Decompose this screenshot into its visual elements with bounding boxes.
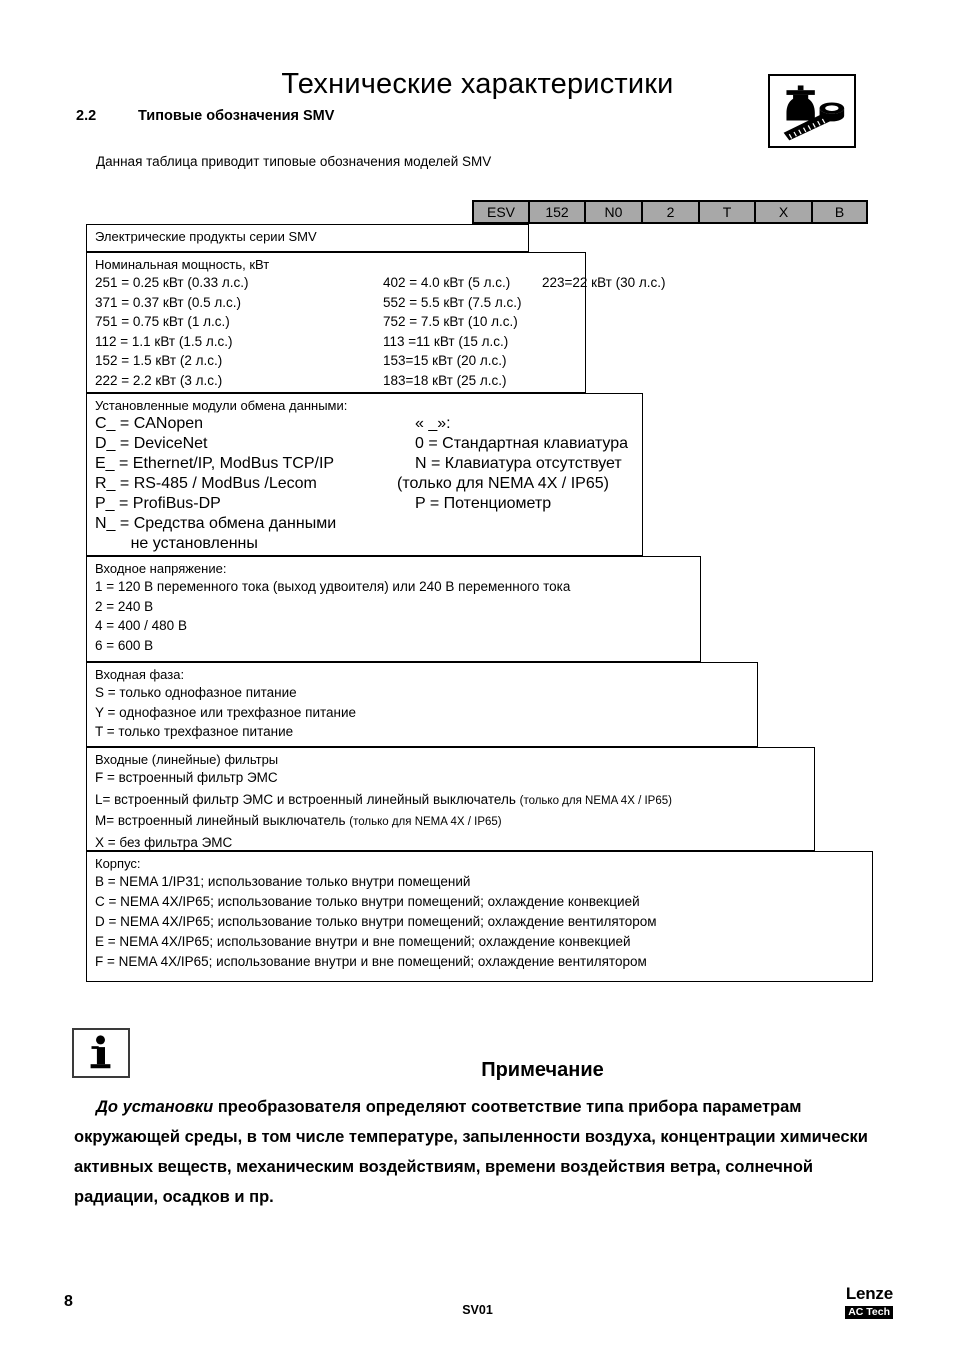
section-enclosure-title: Корпус: bbox=[95, 856, 141, 871]
page-title: Технические характеристики bbox=[281, 68, 674, 100]
code-cell-filter: X bbox=[754, 200, 811, 224]
power-line: 223=22 кВт (30 л.с.) bbox=[542, 275, 666, 290]
power-line: 371 = 0.37 кВт (0.5 л.с.) bbox=[95, 294, 241, 310]
comm-line: E_ = Ethernet/IP, ModBus TCP/IP bbox=[95, 455, 335, 472]
section-line-filters bbox=[86, 747, 815, 851]
power-line: 552 = 5.5 кВт (7.5 л.с.) bbox=[383, 294, 522, 310]
section-input-voltage bbox=[86, 556, 701, 662]
comm-line: N_ = Средства обмена данными bbox=[95, 515, 337, 532]
code-cell-power: 152 bbox=[528, 200, 584, 224]
filter-line bbox=[95, 790, 814, 812]
voltage-line: 2 = 240 В bbox=[95, 598, 154, 614]
power-line: 152 = 1.5 кВт (2 л.с.) bbox=[95, 353, 223, 368]
comm-keypad-line: N = Клавиатура отсутствует bbox=[415, 455, 622, 472]
note-body bbox=[74, 1092, 884, 1212]
filter-line-main: F = встроенный фильтр ЭМС bbox=[95, 770, 278, 785]
comm-column-keypad bbox=[397, 414, 629, 514]
section-input-phase bbox=[86, 662, 758, 747]
brand-subname: AC Tech bbox=[845, 1306, 893, 1319]
section-power-title: Номинальная мощность, кВт bbox=[95, 257, 270, 272]
section-comm-modules bbox=[86, 393, 643, 556]
comm-column-modules bbox=[95, 414, 336, 554]
voltage-line: 4 = 400 / 480 В bbox=[95, 618, 187, 633]
enclosure-line: C = NEMA 4X/IP65; использование только внутри помещений; охлаждение конвекцией bbox=[95, 894, 640, 909]
code-cell-esv: ESV bbox=[472, 200, 528, 224]
power-line: 112 = 1.1 кВт (1.5 л.с.) bbox=[95, 333, 233, 349]
comm-keypad-line: P = Потенциометр bbox=[415, 495, 552, 512]
filter-line bbox=[95, 811, 814, 833]
comm-line: P_ = ProfiBus-DP bbox=[95, 495, 221, 512]
power-line: 222 = 2.2 кВт (3 л.с.) bbox=[95, 372, 223, 388]
section-series bbox=[86, 224, 529, 252]
section-comm-title: Установленные модули обмена данными: bbox=[95, 398, 348, 413]
filter-line bbox=[95, 768, 814, 790]
power-column-c bbox=[542, 273, 665, 293]
enclosure-line: B = NEMA 1/IP31; использование только внутри помещений bbox=[95, 874, 471, 889]
page-number: 8 bbox=[64, 1293, 73, 1310]
document-code: SV01 bbox=[462, 1303, 493, 1317]
brand-name: Lenze bbox=[845, 1284, 893, 1303]
section-heading: Типовые обозначения SMV bbox=[138, 108, 335, 124]
filter-line-main: X = без фильтра ЭМС bbox=[95, 834, 233, 850]
comm-keypad-line: 0 = Стандартная клавиатура bbox=[415, 435, 629, 452]
power-line: 183=18 кВт (25 л.с.) bbox=[383, 372, 507, 388]
technical-data-icon bbox=[768, 74, 856, 148]
enclosure-line: D = NEMA 4X/IP65; использование только внутри помещений; охлаждение вентилятором bbox=[95, 914, 657, 929]
note-text: преобразователя определяют соответствие типа прибора параметрам окружающей среды, в том числе температуре, запыленности воздуха, концентрации химически активных веществ, механическим воздействиям, времени воздействия ветра, солнечной радиации, осадков и пр. bbox=[74, 1098, 868, 1206]
code-cell-enclosure: B bbox=[811, 200, 868, 224]
phase-line: Y = однофазное или трехфазное питание bbox=[95, 704, 357, 720]
power-line: 752 = 7.5 кВт (10 л.с.) bbox=[383, 314, 518, 329]
section-filters-title: Входные (линейные) фильтры bbox=[95, 752, 279, 767]
section-power bbox=[86, 252, 666, 393]
comm-keypad-line: « _»: bbox=[415, 415, 451, 432]
section-series-title: Электрические продукты серии SMV bbox=[95, 229, 317, 244]
note-heading: Примечание bbox=[481, 1059, 604, 1081]
voltage-line: 6 = 600 В bbox=[95, 637, 154, 653]
brand-logo bbox=[845, 1285, 893, 1320]
power-column-b bbox=[383, 273, 521, 390]
enclosure-line: F = NEMA 4X/IP65; использование внутри и вне помещений; охлаждение вентилятором bbox=[95, 954, 647, 969]
power-line: 113 =11 кВт (15 л.с.) bbox=[383, 333, 509, 349]
comm-line: R_ = RS-485 / ModBus /Lecom bbox=[95, 475, 317, 492]
note-emphasis: До установки bbox=[96, 1098, 214, 1116]
section-enclosure bbox=[86, 851, 873, 982]
intro-text: Данная таблица приводит типовые обозначения моделей SMV bbox=[96, 154, 492, 169]
comm-line: D_ = DeviceNet bbox=[95, 435, 208, 452]
filter-line-main: L= встроенный фильтр ЭМС и встроенный линейный выключатель bbox=[95, 791, 520, 807]
filter-line-note: (только для NEMA 4X / IP65) bbox=[349, 816, 502, 828]
section-number: 2.2 bbox=[76, 108, 97, 124]
power-line: 153=15 кВт (20 л.с.) bbox=[383, 353, 507, 368]
comm-line: не установленны bbox=[95, 535, 258, 552]
power-line: 251 = 0.25 кВт (0.33 л.с.) bbox=[95, 275, 249, 290]
comm-keypad-line: (только для NEMA 4X / IP65) bbox=[397, 475, 609, 492]
power-line: 402 = 4.0 кВт (5 л.с.) bbox=[383, 275, 511, 290]
type-code-row bbox=[472, 200, 868, 224]
code-cell-voltage: 2 bbox=[641, 200, 698, 224]
power-column-a bbox=[95, 273, 248, 390]
filter-line-main: M= встроенный линейный выключатель bbox=[95, 813, 350, 828]
phase-line: S = только однофазное питание bbox=[95, 685, 297, 700]
filter-line-note: (только для NEMA 4X / IP65) bbox=[519, 794, 672, 807]
voltage-line: 1 = 120 В переменного тока (выход удвоителя) или 240 В переменного тока bbox=[95, 579, 571, 594]
comm-line: C_ = CANopen bbox=[95, 415, 204, 432]
section-voltage-title: Входное напряжение: bbox=[95, 561, 227, 576]
phase-line: T = только трехфазное питание bbox=[95, 724, 294, 739]
section-phase-title: Входная фаза: bbox=[95, 667, 185, 682]
power-line: 751 = 0.75 кВт (1 л.с.) bbox=[95, 314, 230, 329]
enclosure-line: E = NEMA 4X/IP65; использование внутри и вне помещений; охлаждение конвекцией bbox=[95, 934, 631, 949]
code-cell-comm: N0 bbox=[584, 200, 641, 224]
code-cell-phase: T bbox=[698, 200, 754, 224]
